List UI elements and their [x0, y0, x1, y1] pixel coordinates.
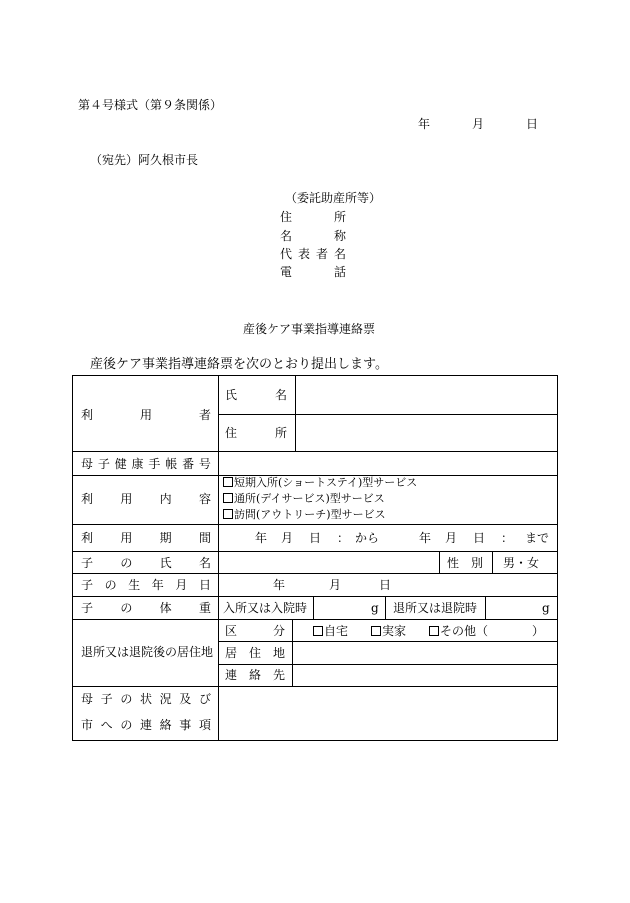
- sender-address-label: 住 所: [280, 210, 346, 224]
- residence-place-label: 居 住 地: [225, 646, 285, 660]
- content-label: 利 用 内 容: [81, 492, 211, 506]
- handbook-number-field[interactable]: [221, 454, 556, 473]
- period-from: から: [355, 531, 380, 545]
- status-label-line2: 市 へ の 連 絡 事 項: [81, 718, 211, 732]
- contact-label: 連 絡 先: [225, 668, 285, 682]
- intro-text: 産後ケア事業指導連絡票を次のとおり提出します。: [90, 357, 388, 372]
- date-year: 年: [418, 117, 431, 131]
- child-name-field[interactable]: [221, 553, 436, 571]
- checkbox-icon: [223, 509, 233, 519]
- weight-out-label: 退所又は退院時: [393, 601, 478, 615]
- sender-representative-label: 代 表 者 名: [280, 247, 346, 261]
- child-name-label: 子 の 氏 名: [81, 556, 211, 570]
- period-end-day: 日: [473, 531, 486, 545]
- checkbox-icon: [223, 477, 233, 487]
- status-label-line1: 母 子 の 状 況 及 び: [81, 692, 211, 706]
- period-colon-2: ：: [501, 531, 514, 545]
- period-start-year: 年: [255, 531, 268, 545]
- period-until: まで: [525, 531, 550, 545]
- form-table: [72, 375, 558, 741]
- category-parents-checkbox[interactable]: 実家: [371, 624, 406, 638]
- document-title: 産後ケア事業指導連絡票: [243, 322, 376, 336]
- sender-group-label: （委託助産所等）: [285, 191, 382, 205]
- checkbox-icon: [371, 626, 381, 636]
- child-weight-label: 子 の 体 重: [81, 601, 211, 615]
- checkbox-icon: [223, 493, 233, 503]
- user-address-label: 住 所: [225, 426, 287, 440]
- child-dob-label: 子 の 生 年 月 日: [81, 578, 211, 592]
- sender-phone-label: 電 話: [280, 265, 346, 279]
- dob-month: 月: [329, 578, 342, 592]
- residence-place-field[interactable]: [295, 643, 556, 662]
- service-visit-checkbox[interactable]: 訪問(アウトリーチ)型サービス: [223, 508, 386, 522]
- user-name-field[interactable]: [298, 380, 556, 410]
- period-label: 利 用 期 間: [81, 531, 211, 545]
- category-close-paren: ）: [532, 624, 545, 638]
- addressee: （宛先）阿久根市長: [90, 153, 199, 167]
- weight-out-unit: g: [542, 601, 550, 615]
- category-home-checkbox[interactable]: 自宅: [313, 624, 348, 638]
- service-day-checkbox[interactable]: 通所(デイサービス)型サービス: [223, 492, 385, 506]
- sender-name-label: 名 称: [280, 229, 346, 243]
- sex-value[interactable]: 男・女: [503, 556, 540, 570]
- form-number: 第４号様式（第９条関係）: [78, 98, 223, 112]
- period-colon-1: ：: [337, 531, 350, 545]
- weight-in-unit: g: [371, 601, 379, 615]
- handbook-number-label: 母 子 健 康 手 帳 番 号: [81, 457, 211, 471]
- period-start-day: 日: [309, 531, 322, 545]
- date-day: 日: [526, 117, 539, 131]
- date-month: 月: [472, 117, 485, 131]
- user-label: 利 用 者: [81, 408, 211, 422]
- category-other-checkbox[interactable]: その他（: [429, 624, 488, 638]
- dob-day: 日: [379, 578, 392, 592]
- checkbox-icon: [313, 626, 323, 636]
- status-notes-field[interactable]: [221, 689, 556, 739]
- category-label: 区 分: [225, 624, 285, 638]
- service-short-checkbox[interactable]: 短期入所(ショートステイ)型サービス: [223, 476, 417, 490]
- period-end-month: 月: [445, 531, 458, 545]
- user-name-label: 氏 名: [225, 388, 287, 402]
- weight-in-label: 入所又は入院時: [223, 601, 308, 615]
- contact-field[interactable]: [295, 666, 556, 684]
- sex-label: 性 別: [447, 556, 483, 570]
- user-address-field[interactable]: [298, 417, 556, 449]
- dob-year: 年: [273, 578, 286, 592]
- residence-label: 退所又は退院後の居住地: [81, 645, 214, 659]
- checkbox-icon: [429, 626, 439, 636]
- period-end-year: 年: [419, 531, 432, 545]
- period-start-month: 月: [281, 531, 294, 545]
